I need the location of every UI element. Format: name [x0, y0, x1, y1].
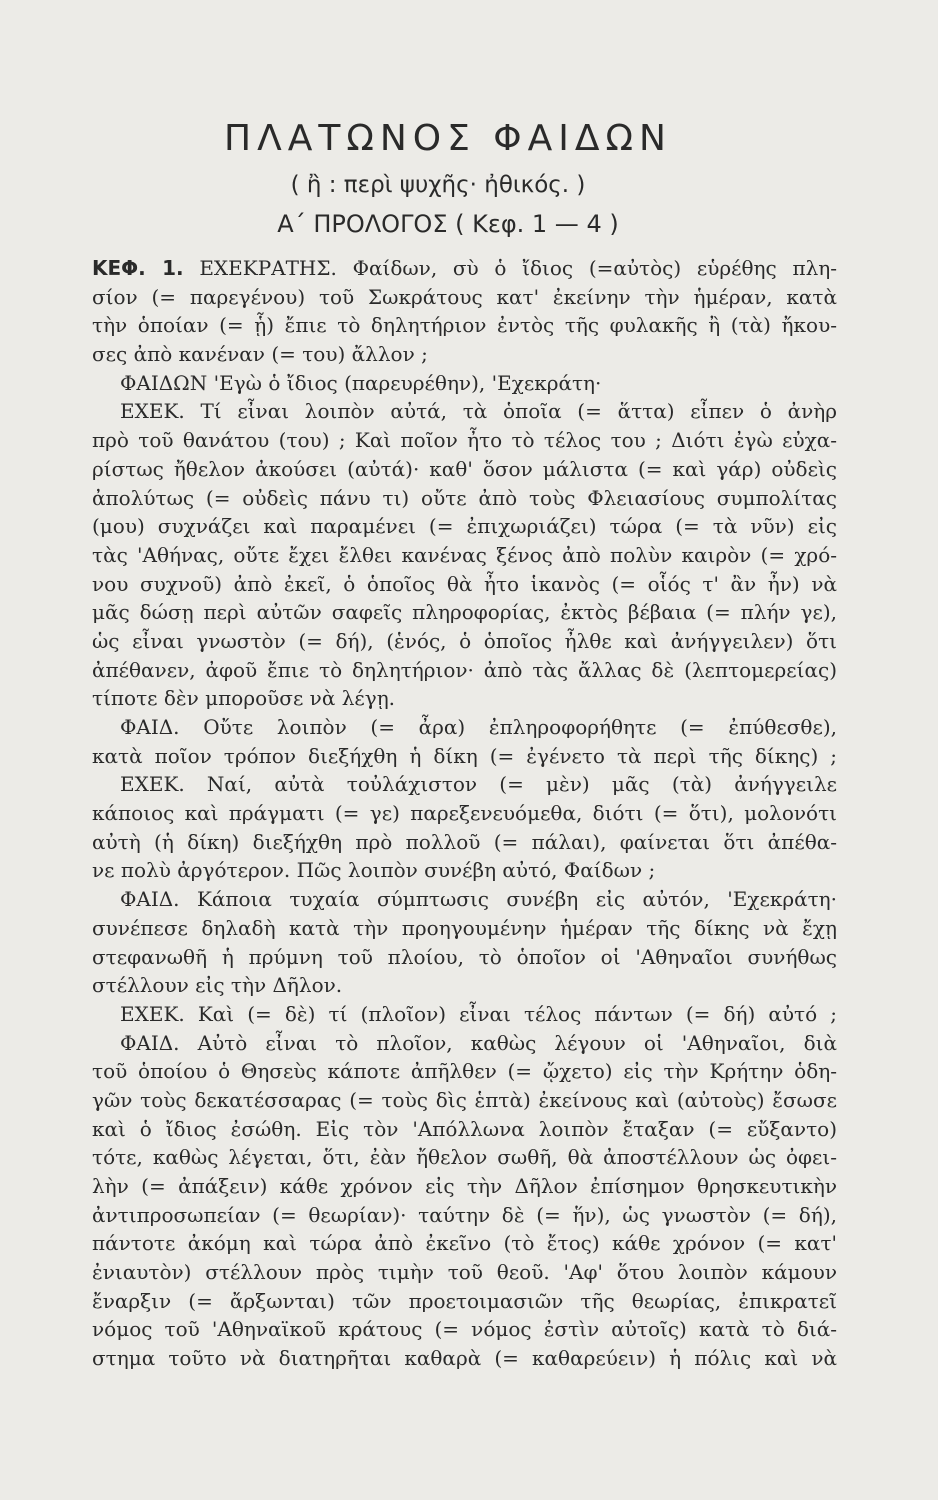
- text-line: ΕΧΕΚ. Τί εἶναι λοιπὸν αὐτά, τὰ ὁποῖα (= ἅττα) εἶπεν ὁ ἀνὴρ: [120, 399, 837, 424]
- text-line: σίον (= παρεγένου) τοῦ Σωκράτους κατ' ἐκείνην τὴν ἡμέραν, κατὰ: [92, 284, 837, 309]
- text-line: ἐνιαυτὸν) στέλλουν πρὸς τιμὴν τοῦ θεοῦ. 'Αφ' ὅτου λοιπὸν κάμουν: [92, 1260, 837, 1285]
- text-line: λὴν (= ἀπάξειν) κάθε χρόνον εἰς τὴν Δῆλον ἐπίσημον θρησκευτικὴν: [92, 1174, 837, 1198]
- text-line: αὐτὴ (ἡ δίκη) διεξήχθη πρὸ πολλοῦ (= πάλαι), φαίνεται ὅτι ἀπέθα-: [92, 829, 837, 854]
- text-line: νόμος τοῦ 'Αθηναϊκοῦ κράτους (= νόμος ἐστὶν αὐτοῖς) κατὰ τὸ διά-: [92, 1317, 837, 1342]
- text-line: τότε, καθὼς λέγεται, ὅτι, ἐὰν ἤθελον σωθῆ, θὰ ἀποστέλλουν ὡς ὀφει-: [92, 1145, 837, 1170]
- text-line: ἔναρξιν (= ἄρξωνται) τῶν προετοιμασιῶν τῆς θεωρίας, ἐπικρατεῖ: [92, 1288, 837, 1313]
- text-line: κάποιος καὶ πράγματι (= γε) παρεξενευόμεθα, διότι (= ὅτι), μολονότι: [92, 801, 837, 826]
- text-line: σες ἀπὸ κανέναν (= του) ἄλλον ;: [92, 342, 428, 367]
- text-line: ἀπολύτως (= οὐδεὶς πάνυ τι) οὔτε ἀπὸ τοὺς Φλειασίους συμπολίτας: [92, 485, 837, 510]
- text-line: ΦΑΙΔ. Αὐτὸ εἶναι τὸ πλοῖον, καθὼς λέγουν οἱ 'Αθηναῖοι, διὰ: [120, 1030, 837, 1055]
- text-line: γῶν τοὺς δεκατέσσαρας (= τοὺς δὶς ἑπτὰ) ἐκείνους καὶ (αὐτοὺς) ἔσωσε: [92, 1087, 837, 1112]
- book-subtitle: ( ἢ : περὶ ψυχῆς· ἠθικός. ): [290, 172, 586, 198]
- text-line: πρὸ τοῦ θανάτου (του) ; Καὶ ποῖον ἦτο τὸ τέλος του ; Διότι ἐγὼ εὐχα-: [92, 428, 837, 453]
- text-line: ΚΕΦ. 1. ΕΧΕΚΡΑΤΗΣ. Φαίδων, σὺ ὁ ἴδιος (=αὐτὸς) εὑρέθης πλη-: [92, 256, 838, 280]
- text-line: στέλλουν εἰς τὴν Δῆλον.: [92, 973, 343, 998]
- text-line: νου συχνοῦ) ἀπὸ ἐκεῖ, ὁ ὁποῖος θὰ ἦτο ἱκανὸς (= οἷός τ' ἂν ἦν) νὰ: [92, 571, 837, 596]
- text-line: ἀντιπροσωπείαν (= θεωρίαν)· ταύτην δὲ (= ἥν), ὡς γνωστὸν (= δή),: [92, 1202, 837, 1227]
- text-line: ΕΧΕΚ. Καὶ (= δὲ) τί (πλοῖον) εἶναι τέλος πάντων (= δή) αὐτό ;: [120, 1001, 837, 1026]
- text-line: ἀπέθανεν, ἀφοῦ ἔπιε τὸ δηλητήριον· ἀπὸ τὰς ἄλλας δὲ (λεπτομερείας): [92, 657, 837, 682]
- text-line: ΦΑΙΔ. Κάποια τυχαία σύμπτωσις συνέβη εἰς αὐτόν, 'Εχεκράτη·: [120, 887, 837, 912]
- text-line: τοῦ ὁποίου ὁ Θησεὺς κάποτε ἀπῆλθεν (= ᾤχετο) εἰς τὴν Κρήτην ὁδη-: [92, 1059, 837, 1084]
- text-line: συνέπεσε δηλαδὴ κατὰ τὴν προηγουμένην ἡμέραν τῆς δίκης νὰ ἔχῃ: [92, 915, 837, 940]
- text-line: νε πολὺ ἀργότερον. Πῶς λοιπὸν συνέβη αὐτό, Φαίδων ;: [92, 858, 656, 883]
- text-line: μᾶς δώσῃ περὶ αὐτῶν σαφεῖς πληροφορίας, ἐκτὸς βέβαια (= πλήν γε),: [92, 600, 837, 625]
- chapter-label: ΚΕΦ. 1.: [92, 256, 184, 280]
- text-line: ΕΧΕΚ. Ναί, αὐτὰ τοὐλάχιστον (= μὲν) μᾶς (τὰ) ἀνήγγειλε: [120, 772, 837, 797]
- text-line: τὰς 'Αθήνας, οὔτε ἔχει ἔλθει κανένας ξένος ἀπὸ πολὺν καιρὸν (= χρό-: [92, 542, 837, 567]
- text-line: στεφανωθῆ ἡ πρύμνη τοῦ πλοίου, τὸ ὁποῖον οἱ 'Αθηναῖοι συνήθως: [92, 944, 837, 969]
- text-line: τὴν ὁποίαν (= ᾗ) ἔπιε τὸ δηλητήριον ἐντὸς τῆς φυλακῆς ἢ (τὰ) ἤκου-: [92, 313, 837, 338]
- section-heading: Α΄ ΠΡΟΛΟΓΟΣ ( Κεφ. 1 — 4 ): [277, 210, 619, 238]
- body-text: [92, 254, 837, 1373]
- text-line: πάντοτε ἀκόμη καὶ τώρα ἀπὸ ἐκεῖνο (τὸ ἔτος) κάθε χρόνον (= κατ': [92, 1231, 837, 1256]
- text-line: καὶ ὁ ἴδιος ἐσώθη. Εἰς τὸν 'Απόλλωνα λοιπὸν ἔταξαν (= εὔξαντο): [92, 1116, 837, 1141]
- text-line: τίποτε δὲν μποροῦσε νὰ λέγῃ.: [92, 686, 396, 711]
- text-line: ὡς εἶναι γνωστὸν (= δή), (ἑνός, ὁ ὁποῖος ἦλθε καὶ ἀνήγγειλεν) ὅτι: [92, 628, 837, 653]
- text-line: κατὰ ποῖον τρόπον διεξήχθη ἡ δίκη (= ἐγένετο τὰ περὶ τῆς δίκης) ;: [92, 743, 837, 768]
- book-title: ΠΛΑΤΩΝΟΣ ΦΑΙΔΩΝ: [224, 118, 672, 159]
- text-line: ρίστως ἤθελον ἀκούσει (αὐτά)· καθ' ὅσον μάλιστα (= καὶ γάρ) οὐδεὶς: [92, 456, 837, 481]
- text-line: στημα τοῦτο νὰ διατηρῆται καθαρὰ (= καθαρεύειν) ἡ πόλις καὶ νὰ: [92, 1346, 837, 1371]
- text-line: ΦΑΙΔ. Οὔτε λοιπὸν (= ἆρα) ἐπληροφορήθητε (= ἐπύθεσθε),: [120, 715, 837, 739]
- text-line: (μου) συχνάζει καὶ παραμένει (= ἐπιχωριάζει) τώρα (= τὰ νῦν) εἰς: [92, 514, 837, 539]
- text-line: ΦΑΙΔΩΝ 'Εγὼ ὁ ἴδιος (παρευρέθην), 'Εχεκράτη·: [120, 370, 602, 395]
